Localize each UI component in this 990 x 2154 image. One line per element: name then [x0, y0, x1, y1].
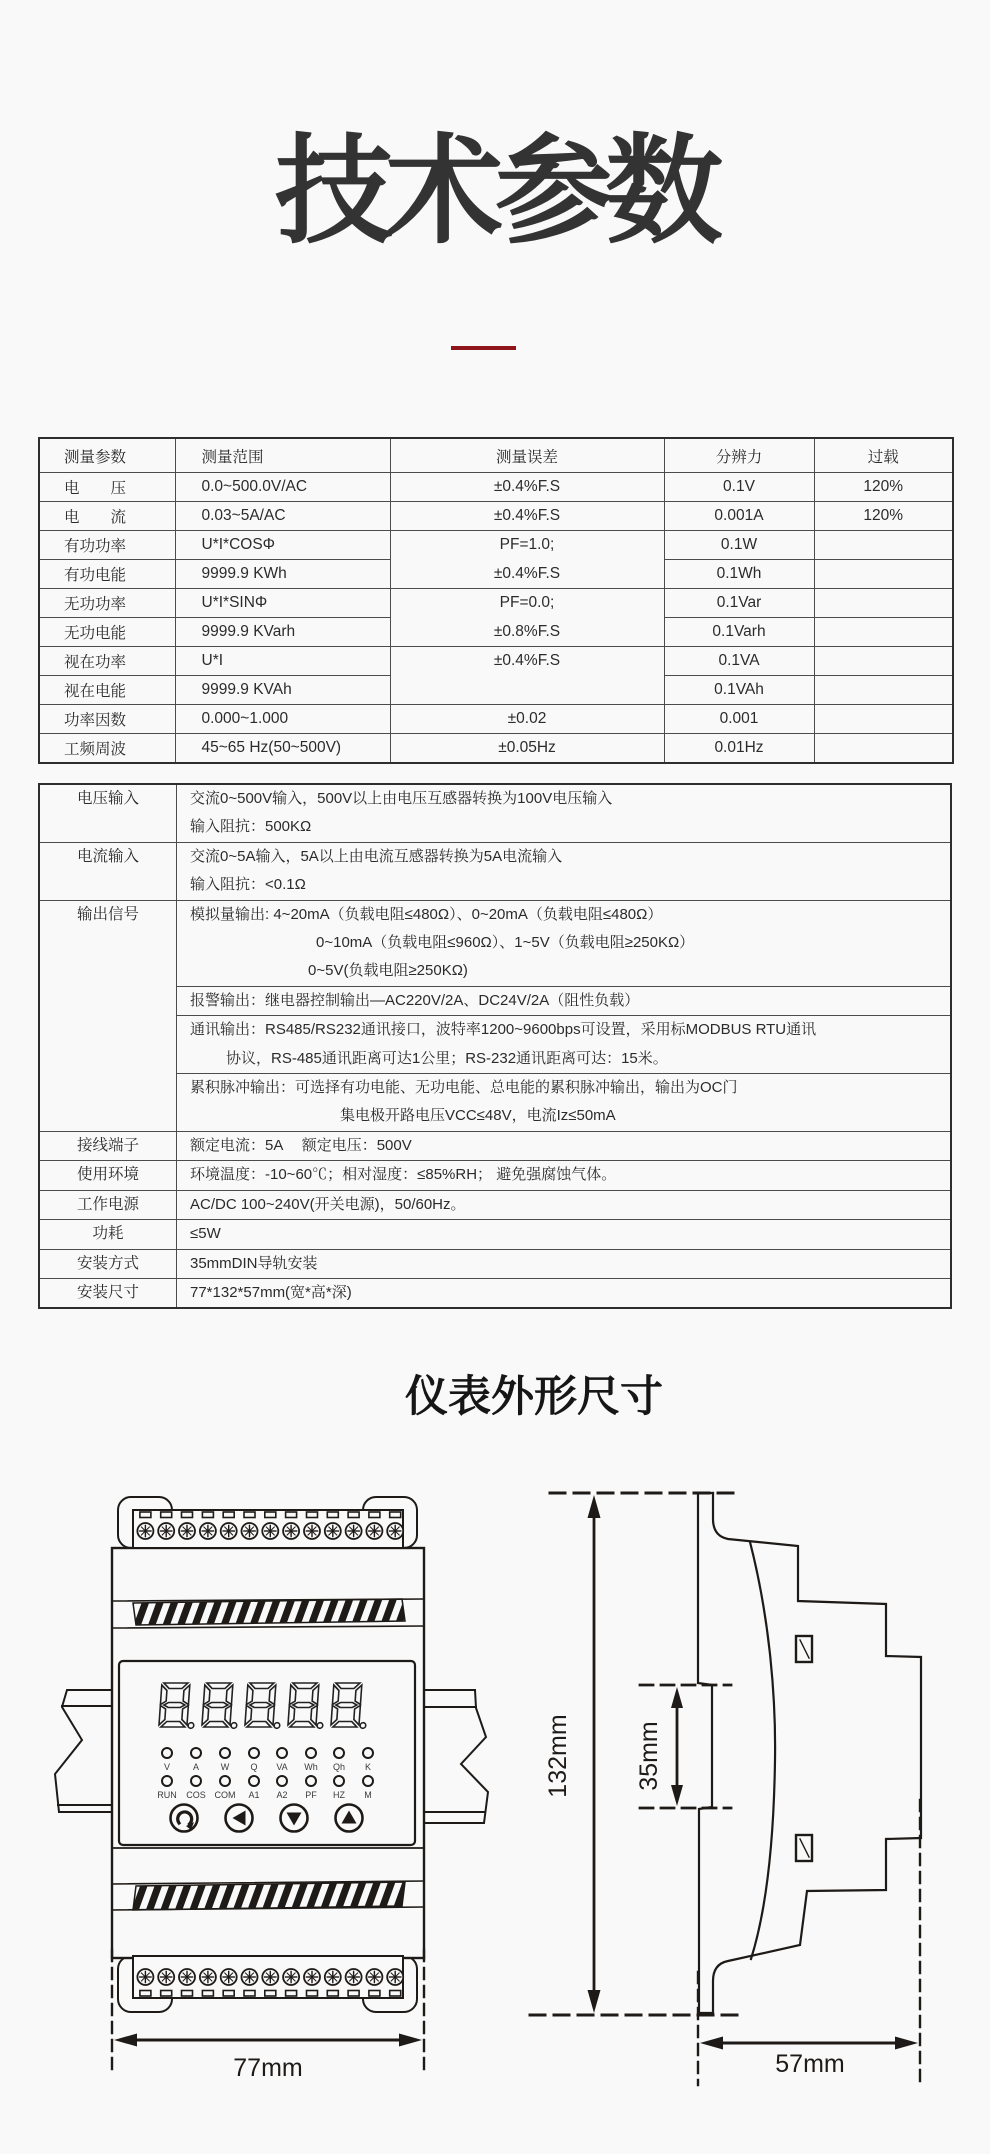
cell-param: 工频周波	[39, 734, 175, 764]
width-label: 77mm	[233, 2054, 303, 2082]
cell-resolution: 0.1W	[664, 531, 814, 560]
cell-param: 无功功率	[39, 589, 175, 618]
cell-param: 无功电能	[39, 618, 175, 647]
cell-resolution: 0.1VAh	[664, 676, 814, 705]
vent-strip-top	[133, 1599, 405, 1625]
cell-resolution: 0.1Varh	[664, 618, 814, 647]
section-title-dimensions: 仪表外形尺寸	[405, 1373, 663, 1421]
cell-range: 0.0~500.0V/AC	[175, 473, 390, 502]
cell-range: U*I*COSΦ	[175, 531, 390, 560]
svg-text:HZ: HZ	[333, 1790, 345, 1800]
spec-row-mounting	[40, 1249, 950, 1278]
height-label: 132mm	[544, 1714, 572, 1798]
spec-row-dimensions	[40, 1278, 950, 1307]
column-header: 分辨力	[664, 438, 814, 473]
error-line: PF=0.0;	[499, 594, 555, 612]
table-row	[39, 589, 953, 618]
error-line: ±0.4%F.S	[493, 564, 561, 582]
error-line: PF=1.0;	[499, 536, 555, 554]
cell-range: 9999.9 KWh	[175, 560, 390, 589]
cell-param: 有功电能	[39, 560, 175, 589]
cell-param: 电 压	[39, 473, 175, 502]
table-row	[39, 647, 953, 676]
table-row	[39, 502, 953, 531]
error-line: ±0.4%F.S	[493, 652, 561, 669]
cell-range: 45~65 Hz(50~500V)	[175, 734, 390, 764]
cell-overload	[814, 560, 953, 589]
row-content: ≤5W	[190, 1225, 221, 1243]
svg-text:M: M	[364, 1790, 372, 1800]
svg-text:Q: Q	[250, 1762, 258, 1772]
cell-overload	[814, 618, 953, 647]
svg-text:Qh: Qh	[332, 1762, 346, 1772]
table-row	[39, 531, 953, 560]
cell-range: 9999.9 KVarh	[175, 618, 390, 647]
depth-label: 57mm	[775, 2050, 845, 2078]
cell-overload	[814, 734, 953, 764]
row-label: 安装尺寸	[40, 1279, 177, 1307]
svg-text:W: W	[220, 1762, 230, 1772]
page-title: 技术参数	[274, 126, 715, 258]
front-curve	[750, 1542, 775, 1959]
height-dimension	[588, 1495, 601, 2013]
table-row	[39, 705, 953, 734]
cell-error-merged	[390, 531, 664, 589]
cell-overload: 120%	[814, 473, 953, 502]
rail-label: 35mm	[635, 1721, 663, 1791]
cell-resolution: 0.01Hz	[664, 734, 814, 764]
front-view	[55, 1497, 488, 2082]
svg-text:RUN: RUN	[157, 1790, 177, 1800]
din-clip-bottom	[796, 1835, 812, 1861]
row-label: 接线端子	[40, 1132, 177, 1160]
svg-text:Wh: Wh	[304, 1762, 318, 1772]
spec-row-voltage-input	[40, 785, 950, 842]
cell-param: 功率因数	[39, 705, 175, 734]
din-rail-left	[55, 1690, 112, 1812]
cell-overload	[814, 676, 953, 705]
cell-error-merged	[390, 647, 664, 705]
row-label: 输出信号	[40, 901, 177, 1131]
cell-error: ±0.05Hz	[390, 734, 664, 764]
row-label: 功耗	[40, 1220, 177, 1248]
cell-range: 0.03~5A/AC	[175, 502, 390, 531]
row-label: 电流输入	[40, 843, 177, 900]
din-clip-top	[796, 1636, 812, 1662]
row-label: 工作电源	[40, 1191, 177, 1219]
svg-text:VA: VA	[276, 1762, 288, 1772]
spec-row-current-input	[40, 842, 950, 900]
row-content	[177, 901, 950, 1131]
cell-resolution: 0.001	[664, 705, 814, 734]
cell-range: U*I	[175, 647, 390, 676]
cell-resolution: 0.001A	[664, 502, 814, 531]
row-content: 77*132*57mm(宽*高*深)	[190, 1283, 352, 1301]
dimension-drawings	[0, 1440, 990, 2120]
svg-text:A: A	[192, 1762, 200, 1772]
column-header: 测量参数	[39, 438, 175, 473]
alarm-output-block: 报警输出：继电器控制输出—AC220V/2A、DC24V/2A（阻性负载）	[177, 986, 950, 1015]
svg-text:V: V	[163, 1762, 171, 1772]
spec-row-output-signal	[40, 900, 950, 1131]
row-content: 环境温度：-10~60℃；相对湿度：≤85%RH； 避免强腐蚀气体。	[190, 1166, 617, 1184]
table-row	[39, 734, 953, 764]
svg-text:PF: PF	[305, 1790, 317, 1800]
pulse-output-block: 累积脉冲输出：可选择有功电能、无功电能、总电能的累积脉冲输出，输出为OC门 集电极开路电压VCC≤48V，电流Iz≤50mA	[177, 1073, 950, 1131]
cell-overload: 120%	[814, 502, 953, 531]
column-header: 测量误差	[390, 438, 664, 473]
cell-error: ±0.02	[390, 705, 664, 734]
cell-overload	[814, 589, 953, 618]
comm-output-block: 通讯输出：RS485/RS232通讯接口，波特率1200~9600bps可设置，采用标MODBUS RTU通讯 协议，RS-485通讯距离可达1公里；RS-232通讯距离可达：15米。	[177, 1015, 950, 1073]
cell-error: ±0.4%F.S	[390, 502, 664, 531]
table-row	[39, 473, 953, 502]
row-content: 交流0~5A输入，5A以上由电流互感器转换为5A电流输入 输入阻抗：<0.1Ω	[190, 847, 563, 894]
cell-overload	[814, 705, 953, 734]
table-header-row	[39, 438, 953, 473]
cell-range: 0.000~1.000	[175, 705, 390, 734]
cell-error-merged	[390, 589, 664, 647]
column-header: 测量范围	[175, 438, 390, 473]
spec-row-environment	[40, 1160, 950, 1189]
svg-text:A2: A2	[276, 1790, 288, 1800]
row-content: 额定电流：5A 额定电压：500V	[190, 1136, 412, 1154]
error-line: ±0.8%F.S	[493, 622, 561, 640]
cell-param: 电 流	[39, 502, 175, 531]
spec-row-consumption	[40, 1219, 950, 1248]
svg-text:COM: COM	[214, 1790, 236, 1800]
cell-range: U*I*SINΦ	[175, 589, 390, 618]
spec-row-power-supply	[40, 1190, 950, 1219]
cell-param: 视在电能	[39, 676, 175, 705]
cell-overload	[814, 647, 953, 676]
cell-param: 有功功率	[39, 531, 175, 560]
side-view	[530, 1493, 921, 2085]
svg-text:COS: COS	[186, 1790, 206, 1800]
row-content: 35mmDIN导轨安装	[190, 1254, 318, 1272]
row-label: 使用环境	[40, 1161, 177, 1189]
cell-resolution: 0.1VA	[664, 647, 814, 676]
cell-resolution: 0.1Wh	[664, 560, 814, 589]
row-content: 交流0~500V输入，500V以上由电压互感器转换为100V电压输入 输入阻抗：500KΩ	[190, 790, 613, 836]
general-spec-table	[38, 783, 952, 1309]
cell-param: 视在功率	[39, 647, 175, 676]
svg-text:K: K	[364, 1762, 372, 1772]
svg-text:A1: A1	[248, 1790, 260, 1800]
cell-overload	[814, 531, 953, 560]
spec-row-terminals	[40, 1131, 950, 1160]
row-content: AC/DC 100~240V(开关电源)，50/60Hz。	[190, 1195, 466, 1213]
measurement-spec-table	[38, 437, 954, 764]
column-header: 过载	[814, 438, 953, 473]
cell-resolution: 0.1Var	[664, 589, 814, 618]
vent-strip-bottom	[133, 1882, 405, 1910]
side-profile	[698, 1493, 921, 2013]
title-divider	[451, 346, 516, 350]
row-label: 安装方式	[40, 1250, 177, 1278]
din-rail-right	[424, 1690, 488, 1823]
cell-range: 9999.9 KVAh	[175, 676, 390, 705]
analog-output-block: 模拟量输出: 4~20mA（负载电阻≤480Ω）、0~20mA（负载电阻≤480Ω） 0~10mA（负载电阻≤960Ω）、1~5V（负载电阻≥250KΩ） 0~5V(负载电阻≥250KΩ)	[190, 905, 695, 980]
cell-resolution: 0.1V	[664, 473, 814, 502]
cell-error: ±0.4%F.S	[390, 473, 664, 502]
row-label: 电压输入	[40, 785, 177, 842]
